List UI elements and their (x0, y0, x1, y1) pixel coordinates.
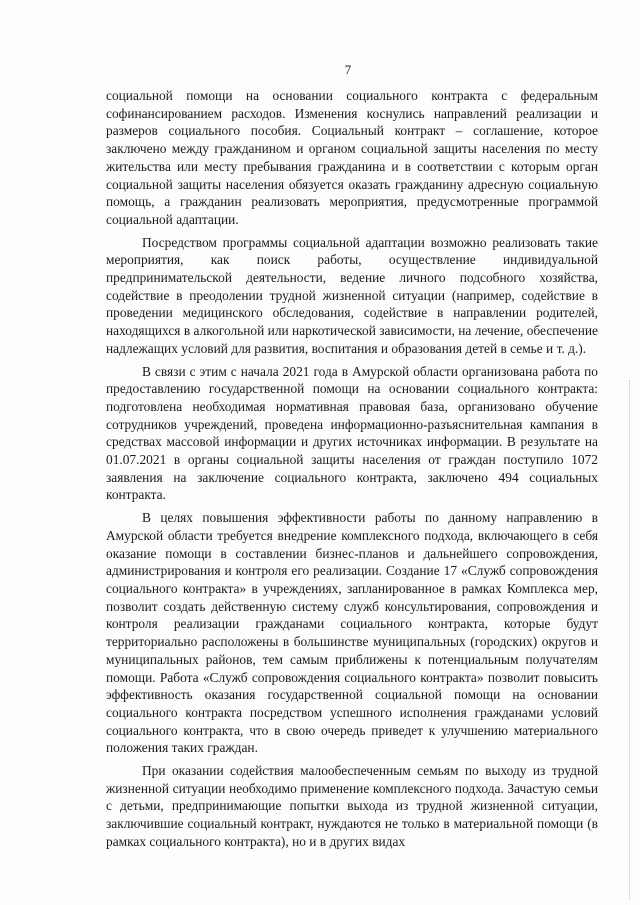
paragraph-5: При оказании содействия малообеспеченным семьям по выходу из трудной жизненной ситуации необходимо применение комплексного подхода. Зачастую семьи с детьми, предпринимающие попытки выхода из трудной жизненной ситуации, заключившие социальный контракт, нуждаются не только в материальной помощи (в рамках социального контракта), но и в других видах (106, 763, 598, 849)
scan-edge-artifact (628, 380, 630, 900)
paragraph-2: Посредством программы социальной адаптации возможно реализовать такие мероприятия, как поиск работы, осуществление индивидуальной предпринимательской деятельности, ведение личного подсобного хозяйства, содействие в преодолении трудной жизненной ситуации (например, содействие в проведении медицинского обследования, содействие в направлении родителей, находящихся в алкогольной или наркотической зависимости, на лечение, обеспечение надлежащих условий для развития, воспитания и образования детей в семье и т. д.). (106, 234, 598, 356)
paragraph-3: В связи с этим с начала 2021 года в Амурской области организована работа по предоставлению государственной помощи на основании социального контракта: подготовлена необходимая нормативная правовая база, организовано обучение сотрудников учреждений, проведена информационно-разъяснительная кампания в средствах массовой информации и других источниках информации. В результате на 01.07.2021 в органы социальной защиты населения от граждан поступило 1072 заявления на заключение социального контракта, заключено 494 социальных контракта. (106, 363, 598, 503)
paragraph-4: В целях повышения эффективности работы по данному направлению в Амурской области требуется внедрение комплексного подхода, включающего в себя оказание помощи в составлении бизнес-планов и дальнейшего сопровождения, администрирования и контроля его реализации. Создание 17 «Служб сопровождения социального контракта» в учреждениях, запланированное в рамках Комплекса мер, позволит создать действенную систему служб консультирования, сопровождения и контроля реализации гражданами социального контракта, которые будут территориально расположены в большинстве муниципальных (городских) округов и муниципальных районов, тем самым приближены к потенциальным получателям помощи. Работа «Служб сопровождения социального контракта» позволит повысить эффективность оказания государственной социальной помощи на основании социального контракта посредством успешного исполнения гражданами условий социального контракта, что в свою очередь приведет к улучшению материального положения таких граждан. (106, 510, 598, 756)
document-body (106, 87, 598, 856)
page-number: 7 (344, 62, 352, 77)
paragraph-1: социальной помощи на основании социального контракта с федеральным софинансированием расходов. Изменения коснулись направлений реализации и размеров социального пособия. Социальный контракт – соглашение, которое заключено между гражданином и органом социальной защиты населения по месту жительства или месту пребывания гражданина и в соответствии с которым орган социальной защиты населения обязуется оказать гражданину адресную социальную помощь, а гражданин реализовать мероприятия, предусмотренные программой социальной адаптации. (106, 88, 598, 227)
